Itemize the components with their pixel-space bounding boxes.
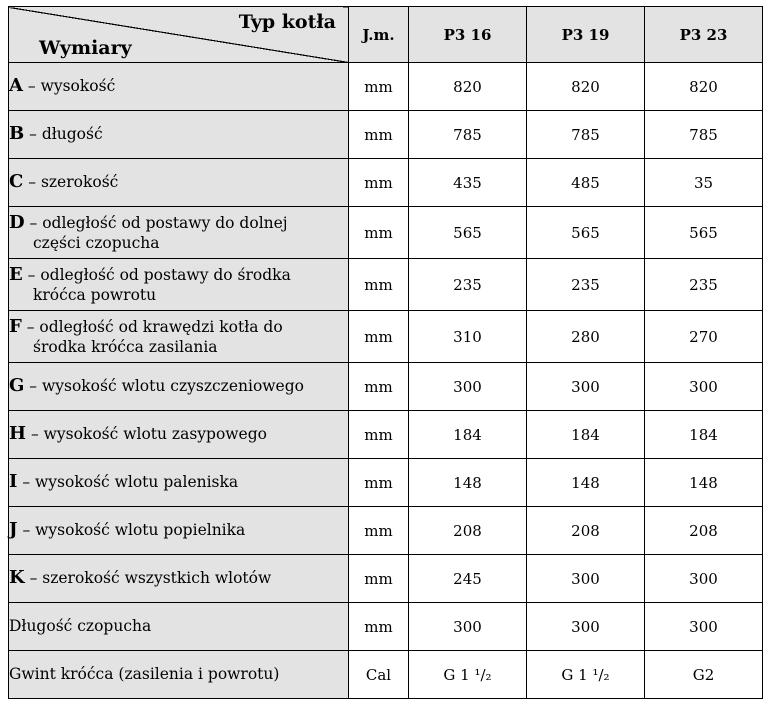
dimension-name-cell <box>9 159 349 207</box>
type-header-p3-23: P3 23 <box>645 7 763 63</box>
value-cell: 565 <box>527 207 645 259</box>
table-row <box>9 159 763 207</box>
unit-cell: mm <box>349 459 409 507</box>
value-cell: 208 <box>409 507 527 555</box>
dimension-separator: – <box>23 173 41 192</box>
value-cell: 300 <box>645 555 763 603</box>
unit-cell: mm <box>349 63 409 111</box>
dimension-separator: – <box>17 521 36 540</box>
table-row <box>9 63 763 111</box>
unit-cell: mm <box>349 111 409 159</box>
dimension-description: długość <box>41 125 103 144</box>
value-cell: 785 <box>527 111 645 159</box>
value-cell: 208 <box>645 507 763 555</box>
dimension-description: odległość od krawędzi kotła do <box>39 317 283 336</box>
table-row <box>9 603 763 651</box>
dimension-name-cell <box>9 111 349 159</box>
dimension-letter: H <box>9 423 27 445</box>
dimension-name-cell <box>9 363 349 411</box>
value-cell: 820 <box>527 63 645 111</box>
dimension-description-continued: części czopucha <box>33 234 160 253</box>
dimension-letter: J <box>9 519 18 541</box>
dimension-letter: D <box>9 211 25 233</box>
value-cell: 310 <box>409 311 527 363</box>
value-cell: 435 <box>409 159 527 207</box>
dimension-name-cell <box>9 63 349 111</box>
dimension-separator: – <box>17 473 36 492</box>
value-cell: 235 <box>527 259 645 311</box>
boiler-type-label: Typ kotła <box>238 11 336 33</box>
table-row <box>9 363 763 411</box>
dimension-description-continued: środka króćca zasilania <box>33 338 218 357</box>
dimension-description: wysokość wlotu popielnika <box>35 521 246 540</box>
table-row <box>9 459 763 507</box>
unit-cell: Cal <box>349 651 409 699</box>
value-cell: 270 <box>645 311 763 363</box>
dimension-name-cell <box>9 603 349 651</box>
dimension-description: odległość od postawy do dolnej <box>42 213 288 232</box>
dimension-description: wysokość wlotu czyszczeniowego <box>41 377 304 396</box>
dimension-name-cell <box>9 311 349 363</box>
value-cell: 785 <box>409 111 527 159</box>
value-cell: 300 <box>527 363 645 411</box>
table-row <box>9 507 763 555</box>
dimension-name-cell <box>9 459 349 507</box>
value-cell: 184 <box>527 411 645 459</box>
dimension-separator: – <box>22 265 41 284</box>
value-cell: 300 <box>645 603 763 651</box>
value-cell: G2 <box>645 651 763 699</box>
unit-cell: mm <box>349 411 409 459</box>
value-cell: 208 <box>527 507 645 555</box>
unit-cell: mm <box>349 311 409 363</box>
value-cell: 565 <box>645 207 763 259</box>
dimension-letter: I <box>9 471 18 493</box>
dimensions-label: Wymiary <box>39 37 132 59</box>
dimension-description: wysokość wlotu paleniska <box>35 473 239 492</box>
dimension-name-cell <box>9 507 349 555</box>
dimension-separator: – <box>21 317 40 336</box>
dimension-separator: – <box>24 569 43 588</box>
value-cell: 148 <box>527 459 645 507</box>
dimension-separator: – <box>24 213 43 232</box>
value-cell: G 1 ¹/₂ <box>527 651 645 699</box>
value-cell: 235 <box>645 259 763 311</box>
dimension-description: Gwint króćca (zasilenia i powrotu) <box>9 664 280 683</box>
value-cell: 300 <box>527 603 645 651</box>
table-body <box>9 63 763 699</box>
dimension-description: wysokość wlotu zasypowego <box>43 425 267 444</box>
table-row <box>9 555 763 603</box>
value-cell: 300 <box>527 555 645 603</box>
value-cell: 820 <box>645 63 763 111</box>
dimension-name-cell <box>9 555 349 603</box>
type-header-p3-16: P3 16 <box>409 7 527 63</box>
value-cell: 485 <box>527 159 645 207</box>
dimension-description-continued: króćca powrotu <box>33 286 157 305</box>
dimension-name-cell <box>9 651 349 699</box>
dimension-description: szerokość <box>40 173 119 192</box>
dimension-separator: – <box>22 77 41 96</box>
value-cell: 235 <box>409 259 527 311</box>
table-row <box>9 259 763 311</box>
unit-cell: mm <box>349 603 409 651</box>
dimension-separator: – <box>26 425 44 444</box>
value-cell: 184 <box>645 411 763 459</box>
dimension-letter: K <box>9 567 25 589</box>
table-row <box>9 311 763 363</box>
value-cell: 148 <box>645 459 763 507</box>
dimension-letter: G <box>9 375 25 397</box>
value-cell: 785 <box>645 111 763 159</box>
table-row <box>9 111 763 159</box>
unit-cell: mm <box>349 555 409 603</box>
unit-cell: mm <box>349 507 409 555</box>
value-cell: 245 <box>409 555 527 603</box>
value-cell: 300 <box>645 363 763 411</box>
type-header-p3-19: P3 19 <box>527 7 645 63</box>
unit-cell: mm <box>349 159 409 207</box>
dimension-description: Długość czopucha <box>9 616 152 635</box>
value-cell: 148 <box>409 459 527 507</box>
dimension-separator: – <box>24 377 42 396</box>
dimension-name-cell <box>9 259 349 311</box>
value-cell: 300 <box>409 603 527 651</box>
value-cell: G 1 ¹/₂ <box>409 651 527 699</box>
dimension-description: odległość od postawy do środka <box>40 265 291 284</box>
value-cell: 820 <box>409 63 527 111</box>
value-cell: 300 <box>409 363 527 411</box>
dimension-letter: B <box>9 123 25 145</box>
dimension-separator: – <box>24 125 42 144</box>
unit-cell: mm <box>349 363 409 411</box>
dimension-description: wysokość <box>40 77 116 96</box>
value-cell: 184 <box>409 411 527 459</box>
dimension-letter: C <box>9 171 24 193</box>
value-cell: 565 <box>409 207 527 259</box>
dimension-letter: F <box>9 315 22 337</box>
table-row <box>9 651 763 699</box>
table-row <box>9 411 763 459</box>
corner-header-cell <box>9 7 349 63</box>
unit-cell: mm <box>349 259 409 311</box>
dimension-name-cell <box>9 411 349 459</box>
dimension-letter: A <box>9 75 23 97</box>
value-cell: 280 <box>527 311 645 363</box>
table-row <box>9 207 763 259</box>
dimension-letter: E <box>9 263 23 285</box>
dimension-description: szerokość wszystkich wlotów <box>42 569 272 588</box>
value-cell: 35 <box>645 159 763 207</box>
dimension-name-cell <box>9 207 349 259</box>
header-row <box>9 7 763 63</box>
unit-header: J.m. <box>349 7 409 63</box>
unit-cell: mm <box>349 207 409 259</box>
dimensions-table <box>8 6 763 699</box>
